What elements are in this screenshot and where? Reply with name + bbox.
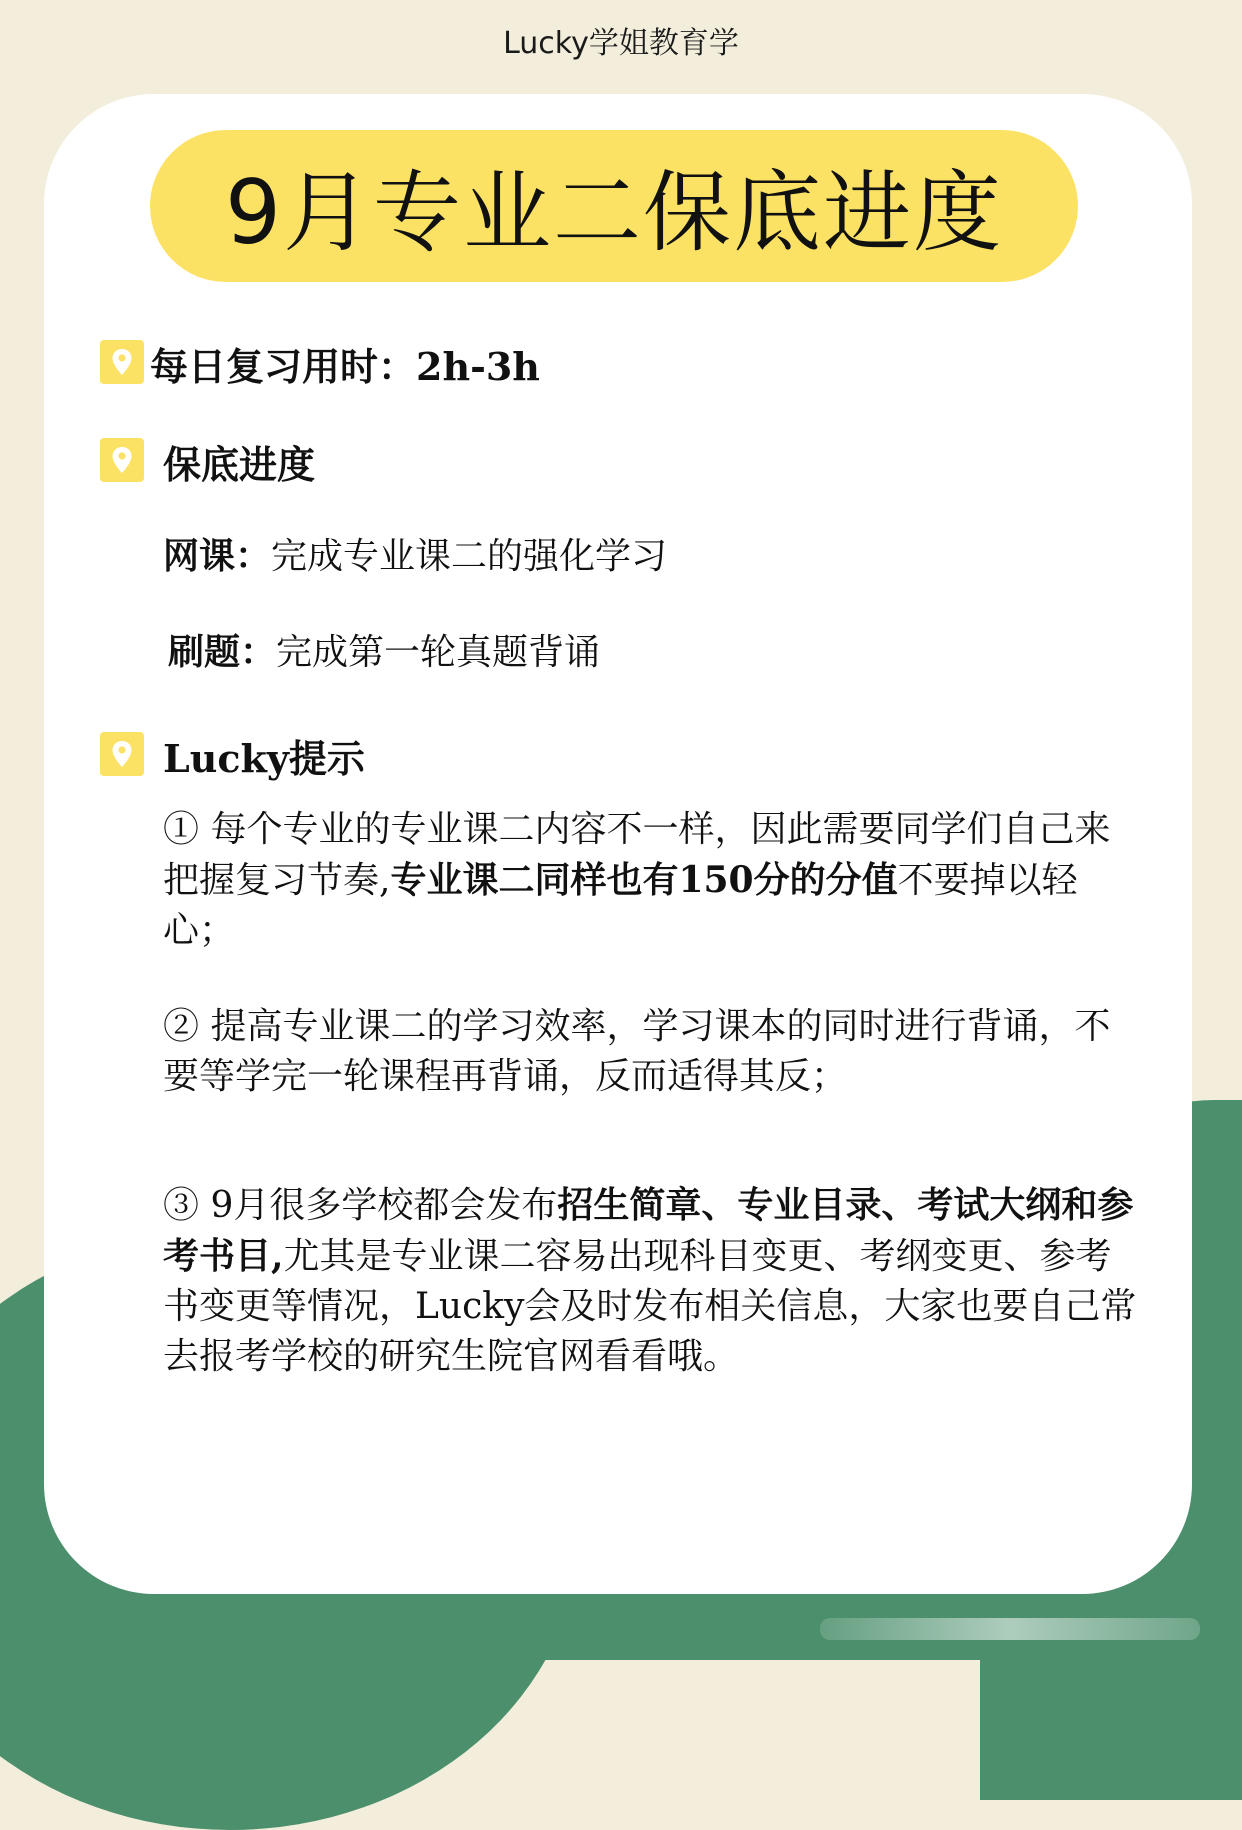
location-pin-icon [100,340,144,384]
course-text: 完成专业课二的强化学习 [271,536,668,577]
tip-1-tail: 不要掉以轻心； [163,860,1078,951]
daily-time-label: 每日复习用时： [150,344,417,389]
title-pill [150,130,1078,282]
tip-3-text: ③ 9月很多学校都会发布 [163,1185,558,1226]
daily-time-row [150,336,540,391]
brand-header: Lucky学姐教育学 [503,26,739,61]
tip-3 [163,1180,1143,1382]
daily-time-value: 2h-3h [416,344,540,389]
tip-3-emphasis: 招生简章、专业目录、考试大纲和参考书目, [163,1184,1134,1277]
location-pin-icon [100,438,144,482]
tip-1-text: ① 每个专业的专业课二内容不一样，因此需要同学们自己来把握复习节奏, [163,809,1111,901]
tips-heading: Lucky提示 [163,736,365,781]
practice-label: 刷题： [168,631,277,673]
progress-heading: 保底进度 [163,442,316,487]
practice-row [168,624,600,675]
tip-2-text: ② 提高专业课二的学习效率，学习课本的同时进行背诵，不要等学完一轮课程再背诵，反而适得其反； [163,1006,1111,1097]
tip-3-tail: 尤其是专业课二容易出现科目变更、考纲变更、参考书变更等情况，Lucky会及时发布相关信息，大家也要自己常去报考学校的研究生院官网看看哦。 [163,1236,1137,1377]
practice-text: 完成第一轮真题背诵 [276,632,601,673]
tip-2 [163,1002,1143,1102]
course-label: 网课： [163,535,272,577]
tip-1 [163,805,1143,956]
location-pin-icon [100,732,144,776]
tip-1-emphasis: 专业课二同样也有150分的分值 [390,859,898,901]
course-row [163,528,667,579]
watermark [820,1618,1200,1640]
page-title: 9月专业二保底进度 [225,161,1003,264]
